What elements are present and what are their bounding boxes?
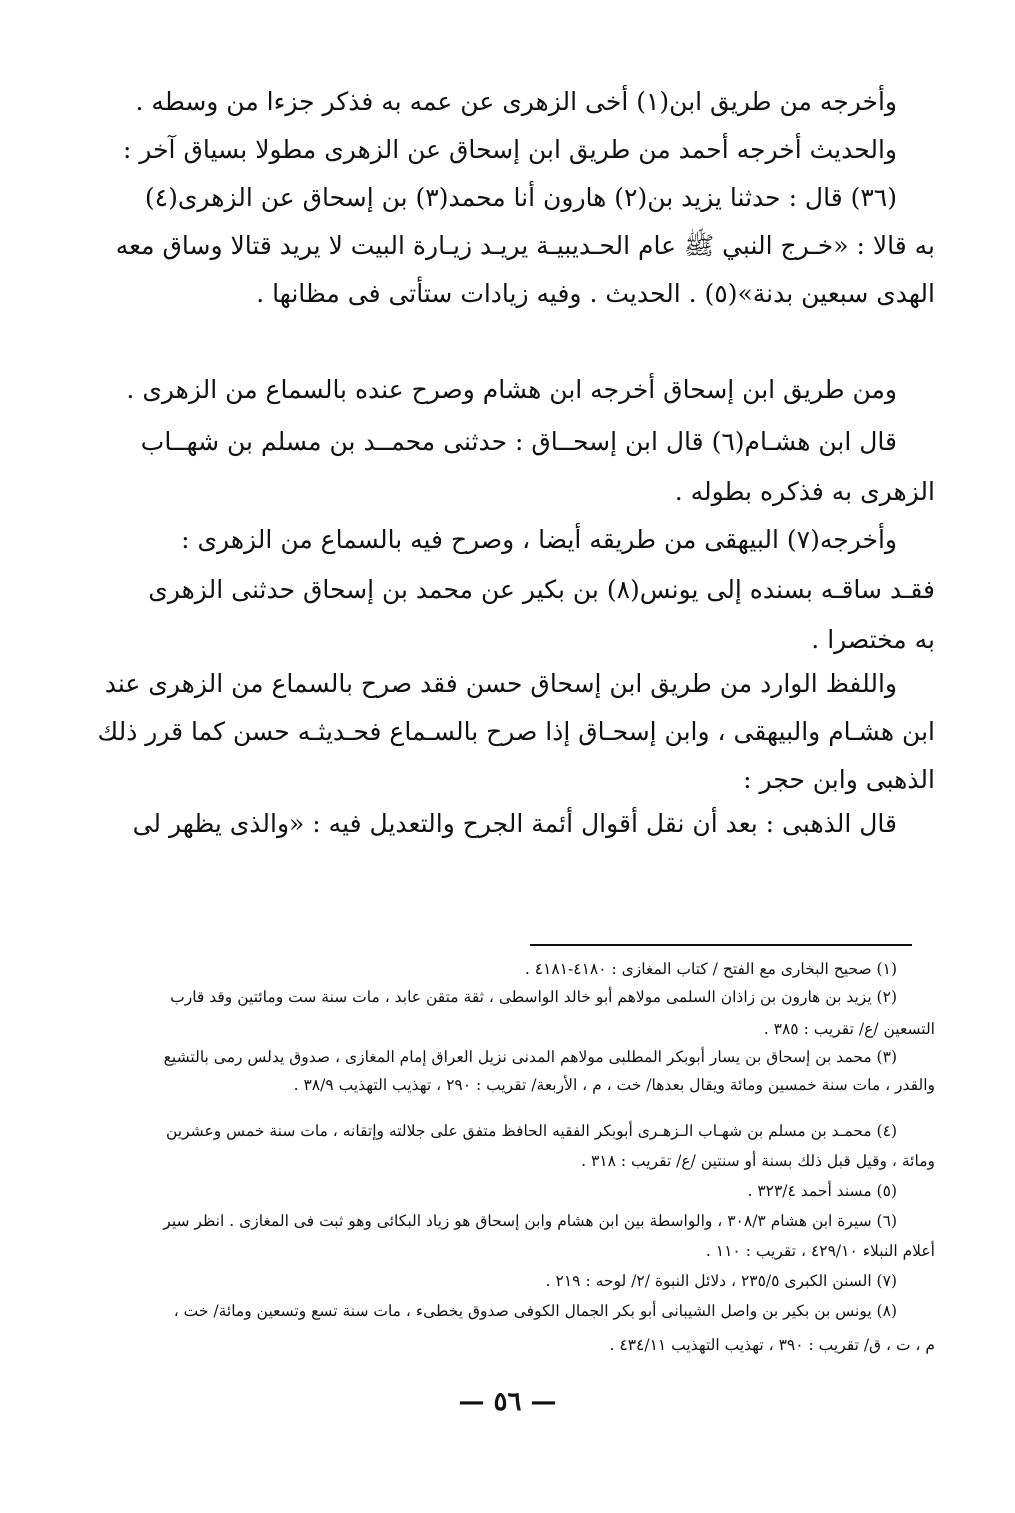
footnote-2: (٢) يزيد بن هارون بن زاذان السلمى مولاهم أبو خالد الواسطى ، ثقة متقن عابد ، مات سنة ست ومائتين وقد قارب <box>170 988 897 1006</box>
body-line-13: ابن هشـام والبيهقى ، وابن إسحـاق إذا صرح بالسـماع فحـديثـه حسن كما قرر ذلك <box>97 717 935 746</box>
body-line-2: والحديث أخرجه أحمد من طريق ابن إسحاق عن الزهرى مطولا بسياق آخر : <box>122 135 897 164</box>
body-line-5: الهدى سبعين بدنة»(٥) . الحديث . وفيه زيادات ستأتى فى مظانها . <box>256 279 935 308</box>
footnote-3: (٣) محمد بن إسحاق بن يسار أبوبكر المطلبى مولاهم المدنى نزيل العراق إمام المغازى ، صدوق يدلس رمى بالتشيع <box>163 1048 897 1066</box>
body-line-3: (٣٦) قال : حدثنا يزيد بن(٢) هارون أنا محمد(٣) بن إسحاق عن الزهرى(٤) <box>144 183 897 212</box>
body-line-10: فقـد ساقـه بسنده إلى يونس(٨) بن بكير عن محمد بن إسحاق حدثنى الزهرى <box>148 575 935 604</box>
body-line-6: ومن طريق ابن إسحاق أخرجه ابن هشام وصرح عنده بالسماع من الزهرى . <box>126 375 897 404</box>
footnote-7: (٧) السنن الكبرى ٢٣٥/٥ ، دلائل النبوة /٢/ لوحه : ٢١٩ . <box>545 1272 897 1290</box>
footnote-3-cont: والقدر ، مات سنة خمسين ومائة ويقال بعدها/ خت ، م ، الأربعة/ تقريب : ٢٩٠ ، تهذيب التهذيب ٣٨/٩ . <box>293 1076 935 1094</box>
body-line-4: به قالا : «خـرج النبي ﷺ عام الحـديبيـة يريـد زيـارة البيت لا يريد قتالا وساق معه <box>115 231 935 260</box>
page-number: — ٥٦ — <box>458 1387 557 1417</box>
body-line-12: واللفظ الوارد من طريق ابن إسحاق حسن فقد صرح بالسماع من الزهرى عند <box>104 669 897 698</box>
footnote-6-cont: أعلام النبلاء ٤٢٩/١٠ ، تقريب : ١١٠ . <box>705 1242 935 1260</box>
footnote-4: (٤) محمـد بن مسلم بن شهـاب الـزهـرى أبوبكر الفقيه الحافظ متفق على جلالته وإتقانه ، مات سنة خمس وعشرين <box>165 1122 897 1140</box>
footnote-8-cont: م ، ت ، ق/ تقريب : ٣٩٠ ، تهذيب التهذيب ٤٣٤/١١ . <box>609 1336 935 1354</box>
footnote-8: (٨) يونس بن بكير بن واصل الشيبانى أبو بكر الجمال الكوفى صدوق يخطىء ، مات سنة تسع وتسعين ومائة/ خت ، <box>173 1302 897 1320</box>
body-line-1: وأخرجه من طريق ابن(١) أخى الزهرى عن عمه به فذكر جزءا من وسطه . <box>135 87 897 116</box>
footnote-2-cont: التسعين /ع/ تقريب : ٣٨٥ . <box>763 1020 935 1038</box>
body-line-11: به مختصرا . <box>811 625 935 654</box>
body-line-14: الذهبى وابن حجر : <box>743 765 935 794</box>
body-line-7: قال ابن هشـام(٦) قال ابن إسحــاق : حدثنى محمــد بن مسلم بن شهــاب <box>140 427 897 456</box>
footnote-5: (٥) مسند أحمد ٣٢٣/٤ . <box>747 1182 897 1200</box>
footnote-separator <box>530 944 912 946</box>
body-line-8: الزهرى به فذكره بطوله . <box>674 477 935 506</box>
body-line-9: وأخرجه(٧) البيهقى من طريقه أيضا ، وصرح فيه بالسماع من الزهرى : <box>181 525 897 554</box>
footnote-6: (٦) سيرة ابن هشام ٣٠٨/٣ ، والواسطة بين ابن هشام وابن إسحاق هو زياد البكائى وهو ثبت فى المغازى . انظر سير <box>163 1212 897 1230</box>
footnote-1: (١) صحيح البخارى مع الفتح / كتاب المغازى : ٤١٨٠-٤١٨١ . <box>524 960 897 978</box>
footnote-4-cont: ومائة ، وقيل قبل ذلك بسنة أو سنتين /ع/ تقريب : ٣١٨ . <box>581 1152 935 1170</box>
body-line-15: قال الذهبى : بعد أن نقل أقوال أئمة الجرح والتعديل فيه : «والذى يظهر لى <box>132 809 897 838</box>
